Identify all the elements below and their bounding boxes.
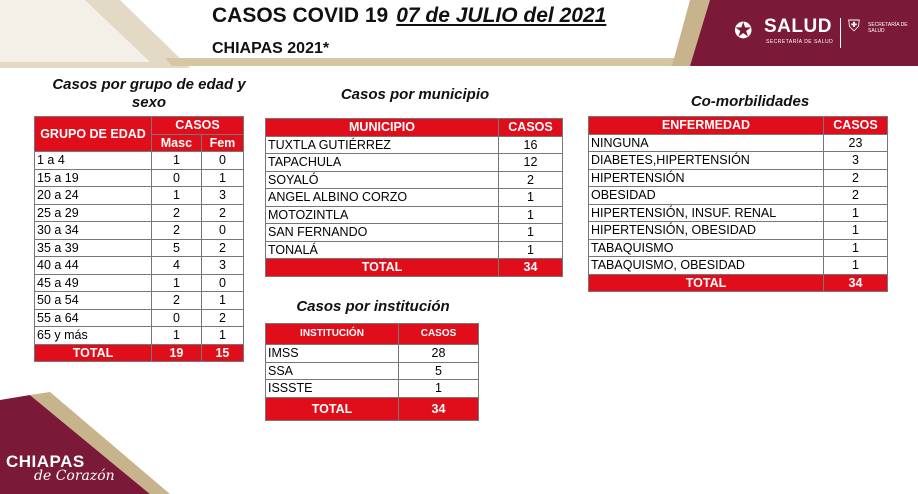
fem-cases-cell: 2 xyxy=(201,309,243,327)
age-group-cell: 35 a 39 xyxy=(35,239,152,257)
mun-total-row: TOTAL 34 xyxy=(266,259,563,277)
table-row xyxy=(35,274,244,292)
table-row xyxy=(589,222,888,240)
table-row xyxy=(35,327,244,345)
municipio-cases-cell: 16 xyxy=(499,136,563,154)
masc-cases-cell: 5 xyxy=(152,239,202,257)
table-row xyxy=(589,152,888,170)
table-row xyxy=(589,169,888,187)
table-row xyxy=(266,206,563,224)
table-row xyxy=(266,241,563,259)
enfermedad-cases-cell: 23 xyxy=(824,134,888,152)
institucion-cases-cell: 1 xyxy=(399,380,479,398)
table-row xyxy=(266,345,479,363)
enfermedad-name-cell: TABAQUISMO xyxy=(589,239,824,257)
table-row xyxy=(266,171,563,189)
table-row xyxy=(35,292,244,310)
municipio-cases-cell: 1 xyxy=(499,241,563,259)
enfermedad-cases-cell: 1 xyxy=(824,222,888,240)
institucion-name-cell: SSA xyxy=(266,362,399,380)
fem-cases-cell: 0 xyxy=(201,222,243,240)
municipio-name-cell: SOYALÓ xyxy=(266,171,499,189)
enfermedad-cases-cell: 2 xyxy=(824,187,888,205)
masc-cases-cell: 1 xyxy=(152,327,202,345)
enfermedad-cases-cell: 3 xyxy=(824,152,888,170)
table-row xyxy=(589,204,888,222)
age-table xyxy=(34,116,244,362)
masc-cases-cell: 1 xyxy=(152,274,202,292)
age-group-cell: 40 a 44 xyxy=(35,257,152,275)
municipio-table-title: Casos por municipio xyxy=(340,86,490,103)
table-row xyxy=(266,380,479,398)
table-row xyxy=(35,187,244,205)
age-header-masc: Masc xyxy=(152,134,202,152)
page-title: CASOS COVID 19 07 de JULIO del 2021 xyxy=(212,4,607,27)
age-group-cell: 45 a 49 xyxy=(35,274,152,292)
comorbilidades-table-title: Co-morbilidades xyxy=(690,93,810,110)
age-group-cell: 15 a 19 xyxy=(35,169,152,187)
table-row xyxy=(266,224,563,242)
fem-cases-cell: 0 xyxy=(201,152,243,170)
institucion-cases-cell: 5 xyxy=(399,362,479,380)
masc-cases-cell: 1 xyxy=(152,187,202,205)
chiapas-de-corazon-logo: CHIAPAS de Corazón xyxy=(6,452,115,484)
comorbilidades-table xyxy=(588,116,888,292)
masc-cases-cell: 2 xyxy=(152,204,202,222)
enfermedad-name-cell: HIPERTENSIÓN xyxy=(589,169,824,187)
masc-cases-cell: 2 xyxy=(152,292,202,310)
page-subtitle: CHIAPAS 2021* xyxy=(212,40,330,57)
municipio-cases-cell: 2 xyxy=(499,171,563,189)
table-row xyxy=(35,222,244,240)
table-row xyxy=(35,152,244,170)
municipio-table xyxy=(265,118,563,277)
table-row xyxy=(35,204,244,222)
municipio-cases-cell: 1 xyxy=(499,206,563,224)
fem-cases-cell: 2 xyxy=(201,239,243,257)
com-header-casos: CASOS xyxy=(824,117,888,135)
enfermedad-cases-cell: 1 xyxy=(824,239,888,257)
enfermedad-name-cell: HIPERTENSIÓN, INSUF. RENAL xyxy=(589,204,824,222)
fem-cases-cell: 2 xyxy=(201,204,243,222)
enfermedad-name-cell: DIABETES,HIPERTENSIÓN xyxy=(589,152,824,170)
masc-cases-cell: 2 xyxy=(152,222,202,240)
table-row xyxy=(589,239,888,257)
table-row xyxy=(589,187,888,205)
masc-cases-cell: 0 xyxy=(152,169,202,187)
institucion-table xyxy=(265,323,479,421)
age-group-cell: 50 a 54 xyxy=(35,292,152,310)
institucion-cases-cell: 28 xyxy=(399,345,479,363)
age-group-cell: 55 a 64 xyxy=(35,309,152,327)
mun-header-casos: CASOS xyxy=(499,119,563,137)
municipio-name-cell: TUXTLA GUTIÉRREZ xyxy=(266,136,499,154)
municipio-name-cell: TAPACHULA xyxy=(266,154,499,172)
age-group-cell: 25 a 29 xyxy=(35,204,152,222)
fem-cases-cell: 3 xyxy=(201,257,243,275)
inst-header-casos: CASOS xyxy=(399,324,479,345)
salud-logo: ✪ SALUD SECRETARÍA DE SALUD ⛨ SECRETARÍA DE SALUD xyxy=(730,14,910,54)
table-row xyxy=(35,239,244,257)
table-row xyxy=(266,154,563,172)
municipio-cases-cell: 12 xyxy=(499,154,563,172)
masc-cases-cell: 0 xyxy=(152,309,202,327)
age-group-cell: 65 y más xyxy=(35,327,152,345)
municipio-name-cell: MOTOZINTLA xyxy=(266,206,499,224)
municipio-cases-cell: 1 xyxy=(499,189,563,207)
fem-cases-cell: 3 xyxy=(201,187,243,205)
municipio-name-cell: SAN FERNANDO xyxy=(266,224,499,242)
report-date: 07 de JULIO del 2021 xyxy=(396,4,607,27)
enfermedad-name-cell: HIPERTENSIÓN, OBESIDAD xyxy=(589,222,824,240)
age-header-group: GRUPO DE EDAD xyxy=(35,117,152,152)
table-row xyxy=(589,134,888,152)
mun-header-municipio: MUNICIPIO xyxy=(266,119,499,137)
table-row xyxy=(266,189,563,207)
enfermedad-name-cell: NINGUNA xyxy=(589,134,824,152)
com-total-row: TOTAL 34 xyxy=(589,274,888,292)
enfermedad-cases-cell: 2 xyxy=(824,169,888,187)
enfermedad-name-cell: OBESIDAD xyxy=(589,187,824,205)
table-row xyxy=(35,169,244,187)
fem-cases-cell: 1 xyxy=(201,292,243,310)
fem-cases-cell: 1 xyxy=(201,169,243,187)
fem-cases-cell: 0 xyxy=(201,274,243,292)
fem-cases-cell: 1 xyxy=(201,327,243,345)
com-header-enfermedad: ENFERMEDAD xyxy=(589,117,824,135)
table-row xyxy=(266,362,479,380)
table-row xyxy=(35,257,244,275)
age-header-cases: CASOS xyxy=(152,117,244,135)
table-row xyxy=(589,257,888,275)
institucion-table-title: Casos por institución xyxy=(296,298,450,315)
inst-header-institucion: INSTITUCIÓN xyxy=(266,324,399,345)
inst-total-row: TOTAL 34 xyxy=(266,397,479,420)
table-row xyxy=(266,136,563,154)
age-header-fem: Fem xyxy=(201,134,243,152)
age-group-cell: 1 a 4 xyxy=(35,152,152,170)
enfermedad-name-cell: TABAQUISMO, OBESIDAD xyxy=(589,257,824,275)
table-row xyxy=(35,309,244,327)
institucion-name-cell: IMSS xyxy=(266,345,399,363)
municipio-cases-cell: 1 xyxy=(499,224,563,242)
age-group-cell: 20 a 24 xyxy=(35,187,152,205)
municipio-name-cell: ANGEL ALBINO CORZO xyxy=(266,189,499,207)
masc-cases-cell: 1 xyxy=(152,152,202,170)
logo-divider xyxy=(840,18,841,48)
masc-cases-cell: 4 xyxy=(152,257,202,275)
age-table-title: Casos por grupo de edad y sexo xyxy=(52,76,246,111)
age-total-row: TOTAL 19 15 xyxy=(35,344,244,362)
enfermedad-cases-cell: 1 xyxy=(824,257,888,275)
institucion-name-cell: ISSSTE xyxy=(266,380,399,398)
eagle-emblem-icon: ✪ xyxy=(734,18,753,43)
municipio-name-cell: TONALÁ xyxy=(266,241,499,259)
enfermedad-cases-cell: 1 xyxy=(824,204,888,222)
age-group-cell: 30 a 34 xyxy=(35,222,152,240)
shield-icon: ⛨ xyxy=(848,18,861,35)
